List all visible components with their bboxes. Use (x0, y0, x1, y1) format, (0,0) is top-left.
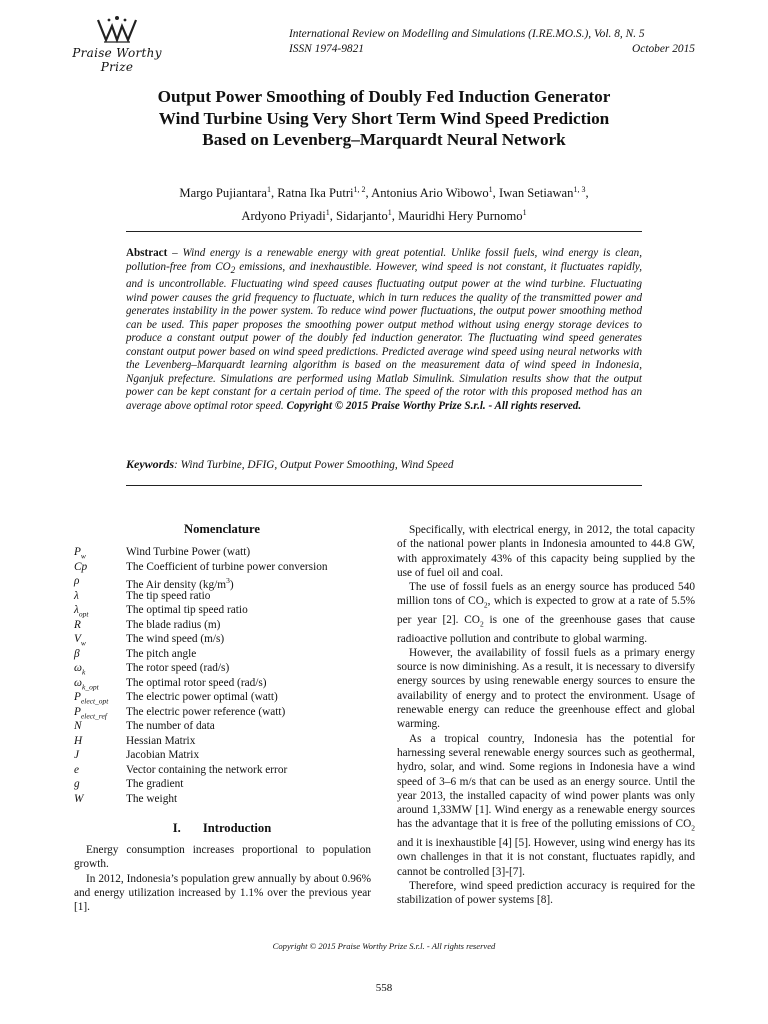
nomenclature-symbol (74, 574, 126, 589)
paragraph: However, the availability of fossil fuels as a primary energy source is now diminishing. As a result, it is necessary to diversify energy sources by using renewable energy sources to ensure the availability of energy and to protect the environment. Usage of renewable energy can reduce the greenhouse effect and global warming. (397, 646, 695, 731)
nomenclature-symbol (74, 705, 126, 720)
symbol-text: J (74, 749, 80, 761)
nomenclature-definition (126, 589, 210, 604)
journal-header (289, 27, 695, 57)
nomenclature-symbol (74, 719, 126, 734)
nomenclature-definition (126, 574, 234, 589)
footer-copyright: Copyright © 2015 Praise Worthy Prize S.r.l. - All rights reserved (272, 941, 496, 951)
symbol-subscript: elect_ref (80, 710, 107, 720)
nomenclature-row (74, 748, 374, 763)
nomenclature-row (74, 661, 374, 676)
definition-text: The gradient (126, 778, 184, 790)
paragraph: Energy consumption increases proportional to population growth. (74, 844, 371, 871)
nomenclature-row (74, 734, 374, 749)
logo-text: Praise Worthy Prize (72, 46, 162, 74)
nomenclature-row (74, 647, 374, 662)
abstract-copyright: Copyright © 2015 Praise Worthy Prize S.r.l. - All rights reserved. (286, 399, 582, 412)
definition-text: ) (229, 578, 234, 591)
affiliation-mark: 1 (387, 208, 392, 218)
symbol-text: ω (74, 676, 82, 689)
definition-text: Wind Turbine Power (watt) (126, 546, 251, 558)
symbol-text: ρ (74, 575, 80, 587)
crown-w-logo-icon (94, 14, 140, 44)
nomenclature-symbol (74, 632, 126, 647)
right-column-text (397, 523, 695, 907)
journal-name: International Review on Modelling and Simulations (I.RE.MO.S.), Vol. 8, N. 5 (289, 28, 645, 40)
nomenclature-heading: Nomenclature (183, 522, 260, 536)
symbol-text: H (74, 734, 83, 747)
abstract-text: emissions, and inexhaustible. However, wind speed is not constant, it fluctuates rapidly, and is uncontrollable. Fluctuating wind speed causes fluctuating output power at the wind turbine. Fluctuating wind power causes the grid frequency to fluctuate, which in turn reduces the quality of the transmitted power and generates instability in the power system. To reduce wind power fluctuations, the output power smoothing method can be used. This paper proposes the smoothing power output method without using energy storage devices to produce a constant output power of the doubly fed induction generator. The fluctuating wind speed generates constant output power based on wind speed predictions. Predicted average wind speed using neural networks with the Levenberg–Marquardt learning algorithm is based on the measurement data of wind speed in Indonesia, Nganjuk prefecture. Simulations are performed using Matlab Simulink. Simulation results show that the output power can be kept constant for a certain period of time. The speed of the rotor with this proposed method has an average above optimal rotor speed. (126, 260, 642, 412)
paragraph (397, 732, 695, 879)
nomenclature-definition (126, 661, 229, 676)
author-name: Margo Pujiantara (179, 186, 267, 201)
keywords-label: Keywords (126, 457, 174, 471)
abstract-bottom-rule (126, 485, 642, 486)
symbol-subscript: opt (78, 609, 89, 619)
paragraph-text: is one of the greenhouse gases that cause radioactive pollution and contribute to global warming. (397, 614, 696, 645)
symbol-subscript: elect_opt (80, 696, 109, 706)
author-name: Antonius Ario Wibowo (371, 186, 489, 201)
affiliation-mark: 1 (266, 185, 271, 194)
paragraph-text: As a tropical country, Indonesia has the potential for harnessing several renewable energy sources such as geothermal, hydro, solar, and wind. Some regions in Indonesia have a wind speed of 3–6 m/s that can be used as an energy source. Until the year 2013, the installed capacity of wind power plants was only around 1,33MW [1]. Wind energy as a renewable energy sources has the advantage that it is free of the polluting emissions of CO (397, 732, 695, 831)
paragraph (397, 580, 695, 646)
subscript: 2 (691, 823, 695, 833)
definition-text: The pitch angle (126, 647, 197, 660)
keywords-text: : Wind Turbine, DFIG, Output Power Smoothing, Wind Speed (174, 459, 454, 471)
author-name: Sidarjanto (336, 209, 388, 224)
affiliation-mark: 1 (522, 208, 527, 218)
abstract-label: Abstract (126, 247, 168, 259)
symbol-text: λ (74, 589, 79, 602)
nomenclature-definition (126, 618, 220, 633)
abstract-top-rule (126, 231, 642, 232)
nomenclature-symbol (74, 676, 126, 691)
paragraph-text: and it is inexhaustible [4] [5]. However, using wind energy has its own challenges in that it is not constant, fluctuates rapidly, and cannot be controlled [3]-[7]. (397, 836, 695, 878)
nomenclature-row (74, 574, 374, 589)
publisher-logo (62, 14, 172, 74)
section-heading-introduction (74, 821, 370, 836)
abstract (126, 247, 642, 413)
definition-text: Hessian Matrix (126, 734, 196, 747)
paragraph-text: The use of fossil fuels as an energy source has produced 540 million tons of CO (397, 581, 695, 608)
section-title: Introduction (202, 821, 272, 835)
definition-text: The electric power reference (watt) (126, 705, 286, 718)
nomenclature-definition (126, 647, 196, 662)
title-line: Wind Turbine Using Very Short Term Wind Speed Prediction (158, 108, 610, 128)
definition-text: The weight (126, 792, 178, 805)
symbol-text: P (74, 705, 81, 718)
nomenclature-symbol (74, 763, 126, 778)
author-separator: , (270, 186, 278, 201)
nomenclature-row (74, 763, 374, 778)
definition-text: The Air density (kg/m (126, 578, 227, 591)
affiliation-mark: 1 (488, 185, 493, 194)
author-separator: , (391, 209, 399, 224)
paper-title (90, 86, 678, 151)
symbol-text: β (74, 647, 80, 660)
nomenclature-row (74, 792, 374, 807)
nomenclature-symbol (74, 792, 126, 807)
author-separator: , (585, 186, 589, 201)
paragraph: In 2012, Indonesia’s population grew annually by about 0.96% and energy utilization increased by 1.1% over the previous year [1]. (74, 872, 371, 914)
nomenclature-definition (126, 632, 224, 647)
author-separator: , (365, 186, 372, 201)
paragraph: Therefore, wind speed prediction accuracy is required for the stabilization of power systems [8]. (397, 879, 695, 907)
definition-text: The optimal rotor speed (rad/s) (126, 676, 267, 689)
nomenclature-definition (126, 777, 183, 792)
symbol-text: P (74, 546, 81, 558)
nomenclature-symbol (74, 603, 126, 618)
nomenclature-definition (126, 603, 248, 618)
definition-text: The rotor speed (rad/s) (126, 662, 230, 674)
affiliation-mark: 1 (325, 208, 330, 218)
nomenclature-row (74, 632, 374, 647)
symbol-subscript: w (80, 551, 86, 561)
author-name: Ardyono Priyadi (241, 209, 326, 224)
abstract-dash: – (167, 247, 183, 259)
nomenclature-row (74, 560, 374, 575)
nomenclature-symbol (74, 661, 126, 676)
symbol-text: V (74, 633, 81, 645)
definition-text: The optimal tip speed ratio (126, 604, 248, 616)
symbol-text: ω (74, 662, 82, 674)
nomenclature-symbol (74, 618, 126, 633)
nomenclature-symbol (74, 690, 126, 705)
definition-text: Jacobian Matrix (126, 749, 200, 761)
author-name: Ratna Ika Putri (277, 186, 354, 201)
nomenclature-row (74, 705, 374, 720)
left-column-text (74, 843, 371, 914)
page-number: 558 (375, 982, 393, 994)
abstract-subscript: 2 (230, 265, 236, 276)
affiliation-mark: 1, 3 (573, 185, 586, 194)
nomenclature-symbol (74, 777, 126, 792)
abstract-text: Wind energy is a renewable energy with great potential. Unlike fossil fuels, wind energy is clean, pollution-free from CO (126, 247, 643, 273)
nomenclature-row (74, 777, 374, 792)
title-line: Based on Levenberg–Marquardt Neural Network (202, 130, 566, 149)
symbol-text: R (74, 618, 81, 631)
symbol-text: N (74, 720, 82, 732)
keywords (126, 457, 642, 472)
paragraph-text: , which is expected to grow at a rate of 5.5% per year [2]. CO (397, 595, 695, 627)
nomenclature-definition (126, 545, 250, 560)
author-line (90, 180, 678, 203)
nomenclature-row (74, 603, 374, 618)
nomenclature-symbol (74, 647, 126, 662)
symbol-text: e (74, 763, 80, 776)
definition-text: The electric power optimal (watt) (126, 691, 278, 703)
symbol-text: g (74, 778, 80, 790)
nomenclature-symbol (74, 748, 126, 763)
nomenclature-list (74, 545, 374, 806)
nomenclature-definition (126, 748, 199, 763)
author-line (90, 203, 678, 226)
issn: ISSN 1974-9821 (289, 43, 364, 55)
symbol-text: W (74, 792, 84, 805)
nomenclature-definition (126, 690, 278, 705)
subscript: 2 (483, 600, 488, 610)
nomenclature-definition (126, 719, 215, 734)
definition-text: The wind speed (m/s) (126, 633, 225, 645)
nomenclature-row (74, 545, 374, 560)
nomenclature-row (74, 618, 374, 633)
symbol-subscript: w (80, 638, 86, 648)
nomenclature-row (74, 690, 374, 705)
symbol-subscript: k_opt (81, 681, 99, 691)
author-name: Mauridhi Hery Purnomo (398, 209, 523, 224)
affiliation-mark: 1, 2 (353, 185, 366, 194)
author-separator: , (492, 186, 499, 201)
definition-text: The number of data (126, 720, 215, 732)
subscript: 2 (479, 619, 484, 629)
author-list (90, 180, 678, 226)
author-name: Iwan Setiawan (498, 186, 574, 201)
definition-text: Vector containing the network error (126, 763, 288, 776)
definition-text: The Coefficient of turbine power conversion (126, 560, 328, 573)
nomenclature-symbol (74, 589, 126, 604)
symbol-text: Cp (74, 560, 88, 573)
title-line: Output Power Smoothing of Doubly Fed Induction Generator (157, 87, 611, 106)
nomenclature-symbol (74, 734, 126, 749)
nomenclature-row (74, 676, 374, 691)
paragraph: Specifically, with electrical energy, in 2012, the total capacity of the national power plants in Indonesia amounted to 44.8 GW, with approximately 43% of this capacity being supplied by the use of fuel oil and coal. (397, 524, 695, 579)
symbol-subscript: k (81, 667, 86, 677)
symbol-text: P (74, 691, 81, 703)
issue-date: October 2015 (632, 43, 695, 55)
nomenclature-row (74, 719, 374, 734)
symbol-text: λ (74, 604, 79, 616)
nomenclature-symbol (74, 545, 126, 560)
definition-text: The blade radius (m) (126, 618, 221, 631)
definition-text: The tip speed ratio (126, 589, 211, 602)
nomenclature-definition (126, 763, 287, 778)
nomenclature-definition (126, 676, 267, 691)
nomenclature-definition (126, 560, 328, 575)
author-separator: , (329, 209, 336, 224)
nomenclature-definition (126, 792, 177, 807)
nomenclature-definition (126, 734, 195, 749)
nomenclature-definition (126, 705, 285, 720)
nomenclature-symbol (74, 560, 126, 575)
definition-superscript: 3 (226, 576, 230, 585)
section-number: I. (172, 821, 181, 835)
